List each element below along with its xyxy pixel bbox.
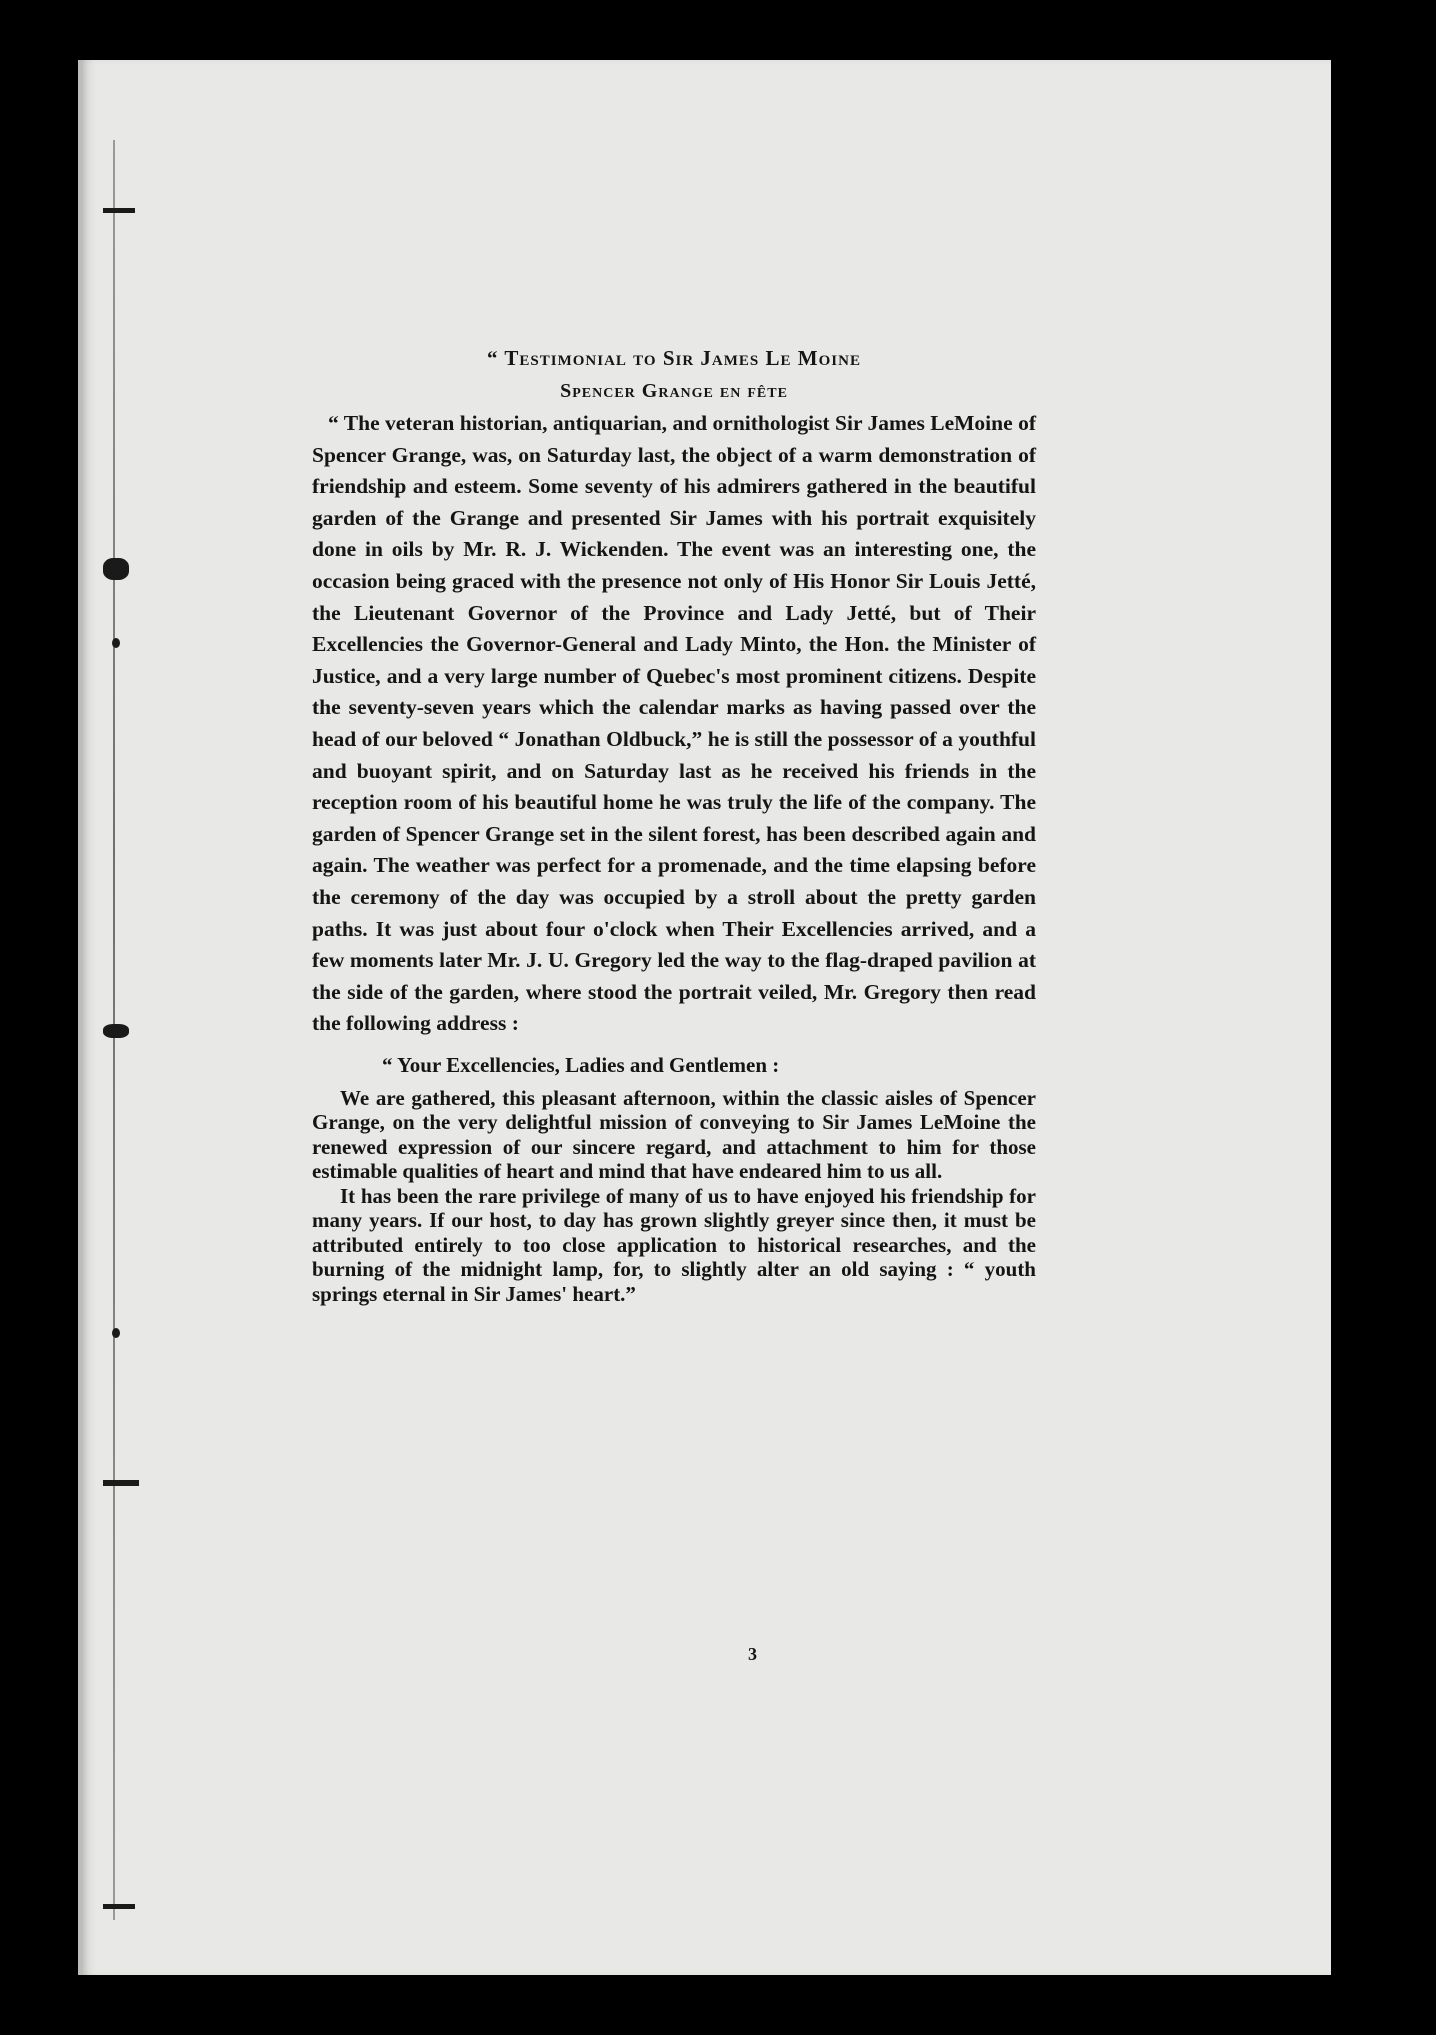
article-paragraph: “ The veteran historian, antiquarian, and ornithologist Sir James LeMoine of Spencer Grange, was, on Saturday last, the object of a warm demonstration of friendship and esteem. Some seventy of his admirers gathered in the beautiful garden of the Grange and presented Sir James with his portrait exquisitely done in oils by Mr. R. J. Wickenden. The event was an interesting one, the occasion being graced with the presence not only of His Honor Sir Louis Jetté, the Lieutenant Governor of the Province and Lady Jetté, but of Their Excellencies the Governor-General and Lady Minto, the Hon. the Minister of Justice, and a very large number of Quebec's most prominent citizens. Despite the seventy-seven years which the calendar marks as having passed over the head of our beloved “ Jonathan Oldbuck,” he is still the possessor of a youthful and buoyant spirit, and on Saturday last as he received his friends in the reception room of his beautiful home he was truly the life of the company. The garden of Spencer Grange set in the silent forest, has been described again and again. The weather was perfect for a promenade, and the time elapsing before the ceremony of the day was occupied by a stroll about the pretty garden paths. It was just about four o'clock when Their Excellencies arrived, and a few moments later Mr. J. U. Gregory led the way to the flag-draped pavilion at the side of the garden, where stood the portrait veiled, Mr. Gregory then read the following address : bbox=[312, 411, 1036, 1036]
address-salutation: “ Your Excellencies, Ladies and Gentlemen : bbox=[382, 1052, 780, 1077]
binding-mark bbox=[103, 1904, 135, 1909]
address-paragraph: It has been the rare privilege of many of us to have enjoyed his friendship for many years. If our host, to day has grown slightly greyer since then, it must be attributed entirely to too close application to historical researches, and the burning of the midnight lamp, for, to slightly alter an old saying : “ youth springs eternal in Sir James' heart.” bbox=[312, 1183, 1036, 1306]
address-paragraph: We are gathered, this pleasant afternoon, within the classic aisles of Spencer Grange, on the very delightful mission of conveying to Sir James LeMoine the renewed expression of our sincere regard, and attachment to him for those estimable qualities of heart and mind that have endeared him to us all. bbox=[312, 1085, 1036, 1184]
page-number: 3 bbox=[748, 1644, 757, 1664]
binding-mark bbox=[103, 208, 135, 213]
binding-mark bbox=[103, 1480, 139, 1486]
article-subheading: Spencer Grange en fête bbox=[560, 380, 788, 402]
article-heading: “ Testimonial to Sir James Le Moine bbox=[487, 346, 861, 370]
binding-mark bbox=[103, 558, 129, 580]
binding-mark bbox=[112, 1328, 120, 1338]
binding-mark bbox=[112, 638, 120, 648]
binding-mark bbox=[103, 1024, 129, 1038]
article-text bbox=[312, 342, 1036, 1306]
